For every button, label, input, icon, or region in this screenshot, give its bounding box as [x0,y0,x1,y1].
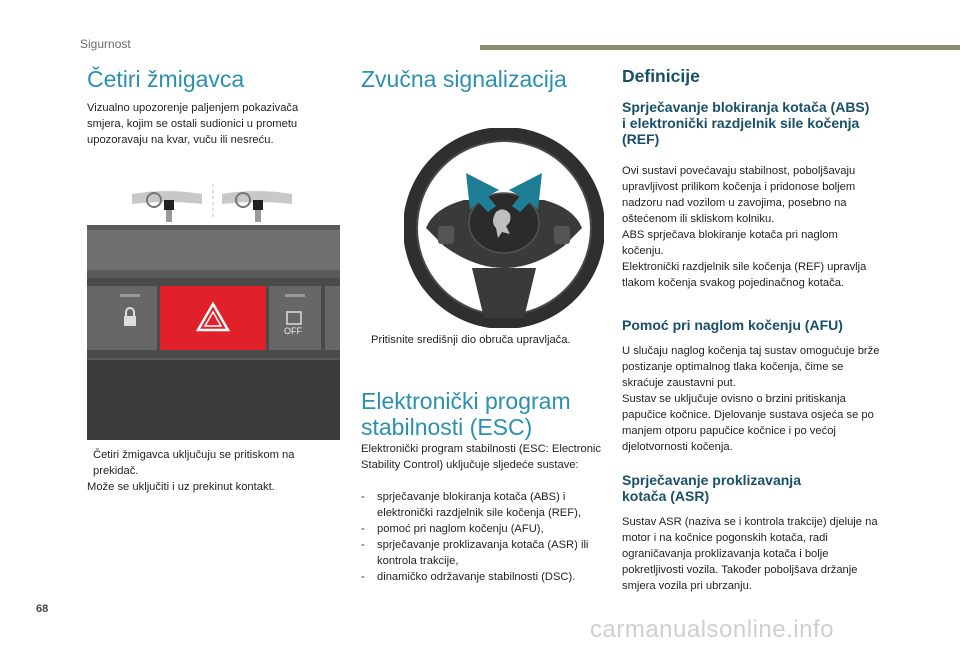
mirror-icon-right [222,191,292,222]
esc-list [361,489,611,585]
abs-heading: Sprječavanje blokiranja kotača (ABS) i elektronički razdjelnik sile kočenja (REF) [622,99,870,147]
esc-title-line2: stabilnosti (ESC) [361,414,533,440]
asr-heading: Sprječavanje proklizavanja kotača (ASR) [622,472,801,504]
hazard-intro: Vizualno upozorenje paljenjem pokazivača smjera, kojim se ostali sudionici u prometu upozoravaju na kvar, vuču ili nesreću. [87,102,299,146]
header-rule [480,45,960,50]
steering-wheel-figure [404,128,604,328]
esc-title-line1: Elektronički program [361,388,571,414]
arrow-right-icon [509,173,542,212]
list-item [361,521,611,537]
asr-text: Sustav ASR (naziva se i kontrola trakcije) djeluje na motor i na kočnice pogonskih kotača, radi ograničavanja proklizavanja kotača i bolje pokretljivosti vozila. Također poboljšava držanje smjera vozila pri ubrzanju. [622,516,878,592]
hazard-figure [87,180,340,440]
section-label: Sigurnost [80,37,131,51]
abs-paragraph-2: ABS sprječava blokiranje kotača pri naglom kočenju. [622,229,838,257]
list-item [361,489,611,521]
dash: - [361,571,365,583]
esc-title [361,388,571,440]
hazard-note: Može se uključiti i uz prekinut kontakt. [87,481,275,493]
list-item [361,537,611,569]
abs-paragraph-1: Ovi sustavi povećavaju stabilnost, poboljšavaju upravljivost prilikom kočenja i pridonose boljem nadzoru nad vozilom u zavojima, posebno na oštećenom ili skliskom kolniku. [622,165,856,225]
afu-text [622,343,884,455]
esc-intro: Elektronički program stabilnosti (ESC: Electronic Stability Control) uključuje sljedeće sustave: [361,443,601,471]
dash: - [361,523,365,535]
esc-item-abs: sprječavanje blokiranja kotača (ABS) i elektronički razdjelnik sile kočenja (REF), [377,491,581,519]
hazard-button [160,286,266,350]
horn-title: Zvučna signalizacija [361,66,567,92]
arrow-left-icon [466,173,499,212]
watermark: carmanualsonline.info [590,616,834,643]
abs-text [622,163,882,291]
steering-wheel-illustration [404,128,604,328]
dash: - [361,539,365,551]
afu-heading: Pomoć pri naglom kočenju (AFU) [622,317,843,333]
hazard-bullet-text: Četiri žmigavca uključuju se pritiskom na prekidač. [93,449,295,477]
esc-item-asr: sprječavanje proklizavanja kotača (ASR) ili kontrola trakcije, [377,539,589,567]
dash: - [361,491,365,503]
esc-item-afu: pomoć pri naglom kočenju (AFU), [377,523,544,535]
afu-paragraph-2: Sustav se uključuje ovisno o brzini pritiskanja papučice kočnice. Djelovanje sustava osjeća se po manjem otporu papučice kočnice i po većoj djelotvornosti kočenja. [622,393,874,453]
page-number: 68 [36,603,49,615]
list-item [361,569,611,585]
horn-bullet [365,332,610,348]
hazard-switch-illustration [87,180,340,440]
hazard-bullet [87,447,332,479]
hazard-title: Četiri žmigavca [87,66,245,92]
abs-paragraph-3: Elektronički razdjelnik sile kočenja (REF) upravlja tlakom kočenja svakog pojedinačnog kotača. [622,261,867,289]
afu-paragraph-1: U slučaju naglog kočenja taj sustav omogućuje brže postizanje optimalnog tlaka kočenja, čime se skraćuje zaustavni put. [622,345,880,389]
mirror-icon-left [132,191,202,222]
horn-bullet-text: Pritisnite središnji dio obruča upravljača. [371,334,571,346]
definitions-title: Definicije [622,66,700,86]
off-label: OFF [284,326,302,336]
esc-item-dsc: dinamičko održavanje stabilnosti (DSC). [377,571,576,583]
